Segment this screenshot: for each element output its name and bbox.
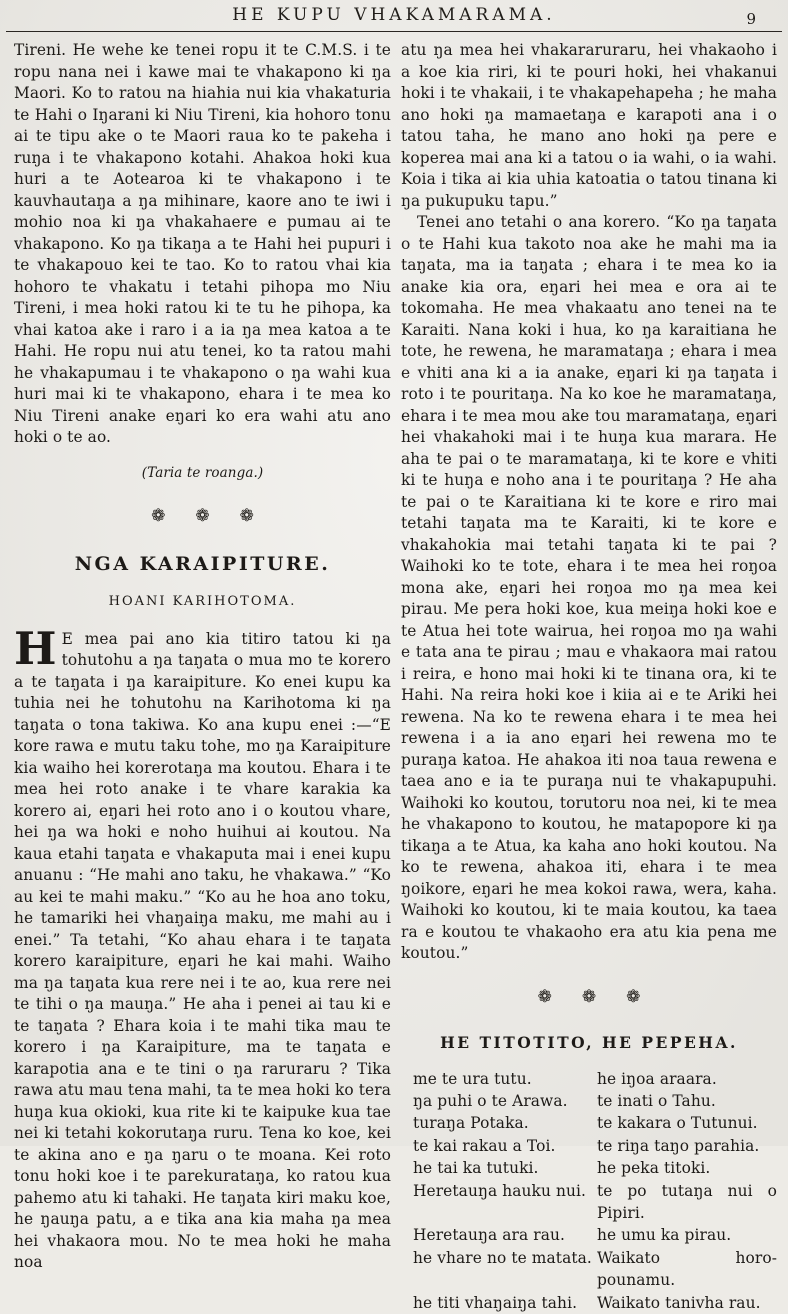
pepeha-cell: Waikato horo-pounamu. (596, 1248, 777, 1290)
continued-note: (Taria te roanga.) (141, 464, 264, 481)
pepeha-row (413, 1090, 777, 1112)
right-paragraph-1: atu ŋa mea hei vhakararuraru, hei vhakaoho i a koe kia riri, ki te pouri hoki, hei vhakanui hoki i te vhakaii, i te vhakapehapeha ; he maha ano hoki ŋa mamaetaŋa e karapoti ana i o tatou taha, he mano ano hoki ŋa pere e koperea mai ana ki a tatou o ia wahi, o ia wahi. Koia i tika ai kia uhia katoatia o tatou tinana ki ŋa pukupuku tapu.” (401, 41, 777, 210)
pepeha-cell: he iŋoa araara. (596, 1069, 717, 1088)
left-column (14, 40, 391, 1274)
rosette-ornament-row: ❁❁❁ (151, 506, 284, 526)
pepeha-row (413, 1157, 777, 1179)
pepeha-cell: he tai ka tutuki. (413, 1159, 539, 1178)
left-paragraph-1: Tireni. He wehe ke tenei ropu it te C.M.S. i te ropu nana nei i kawe mai te vhakapono ki ŋa Maori. Ko to ratou na hiahia nui kia vhakaturia te Hahi o Iŋarani ki Niu Tireni, kia hohoro tonu ai te tipu ake o te Maori raua ko te pakeha i ruŋa i te vhakapono kotahi. Ahakoa hoki kua huri a te Aotearoa ki te vhakapono i te kauvhautaŋa a ŋa mihinare, kaore ano te iwi i mohio noa ki ŋa vhakahaere e pumau ai te vhakapono. Ko ŋa tikaŋa a te Hahi hei pupuri i te vhakapouo kei te tao. Ko to ratou vhai kia hohoro te vhakatu i tetahi pihopa mo Niu Tireni, i mea hoki ratou ki te tu he pihopa, ka vhai katoa ake i raro i a ia ŋa mea katoa a te Hahi. He ropu nui atu tenei, ko ta ratou mahi he vhakapumau i te vhakapono o ŋa wahi kua huri mai ki te vhakapono, ehara i te mea ko Niu Tireni anake eŋari ko era wahi atu ano hoki o te ao. (14, 41, 391, 446)
pepeha-cell: me te ura tutu. (413, 1069, 532, 1088)
newspaper-title: HE KUPU VHAKAMARAMA. (232, 5, 556, 25)
pepeha-cell: ŋa puhi o te Arawa. (413, 1091, 568, 1110)
left-paragraph-2-text: E mea pai ano kia titiro tatou ki ŋa tohutohu a ŋa taŋata o mua mo te korero a te taŋata i ŋa karaipiture. Ko enei kupu ka tuhia nei he tohutohu na Karihotoma ki ŋa taŋata o tona takiwa. Ko ana kupu enei :—“E kore rawa e mutu taku tohe, mo ŋa Karaipiture kia waiho hei korerotaŋa ma koutou. Ehara i te mea hei roto anake i te vhare karakia ka korero ai, eŋari hei roto ano i o koutou vhare, hei ŋa wa hoki e noho huihui ai koutou. Na kaua etahi taŋata e vhakaputa mai i enei kupu anuanu : “He mahi ano taku, he vhakawa.” “Ko au kei te mahi maku.” “Ko au he hoa ano toku, he tamariki hei vhaŋaiŋa maku, me mahi au i enei.” Ta tetahi, “Ko ahau ehara i te taŋata korero karaipiture, eŋari he kai mahi. Waiho ma ŋa taŋata kua rere nei i te ao, kua rere nei te tihi o ŋa mauŋa.” He aha i penei ai tau ki e te taŋata ? Ehara koia i te mahi tika mau te korero i ŋa Karaipiture, ma te taŋata e karapotia ana e te tini o ŋa raruraru ? Tika rawa atu mau tena mahi, ta te mea hoki ko tera huŋa kua okioki, kua rite ki te kaipuke kua tae nei ki tetahi kokorutaŋa ruru. Tena ko koe, kei te akina ano e ŋa ŋaru o te moana. Kei roto tonu hoki koe i te parekurataŋa, ko ratou kua pahemo atu ki tahaki. He taŋata kiri maku koe, he ŋauŋa patu, a e tika ana kia maha ŋa mea hei vhakaora mou. No te mea hoki he maha noa (14, 629, 391, 1271)
left-paragraph-2 (14, 621, 391, 1274)
pepeha-cell: he titi vhaŋaiŋa tahi. (413, 1293, 578, 1312)
pepeha-cell: Waikato tanivha rau. (596, 1293, 761, 1312)
page-number: 9 (746, 10, 756, 28)
rosette-ornament-row: ❁❁❁ (537, 986, 671, 1007)
pepeha-list (413, 1068, 777, 1314)
pepeha-cell: he vhare no te matata. (413, 1248, 592, 1267)
pepeha-row (413, 1292, 777, 1314)
section-title: HE TITOTITO, HE PEPEHA. (440, 1033, 738, 1052)
pepeha-cell: te inati o Tahu. (596, 1091, 716, 1110)
drop-cap-initial: H (14, 621, 57, 675)
pepeha-cell: te riŋa taŋo parahia. (596, 1136, 760, 1155)
pepeha-row (413, 1112, 777, 1134)
pepeha-cell: Heretauŋa hauku nui. (413, 1181, 587, 1200)
pepeha-cell: te po tutaŋa nui o Pipiri. (596, 1181, 777, 1222)
pepeha-row (413, 1247, 777, 1292)
pepeha-cell: te kakara o Tutunui. (596, 1114, 758, 1133)
pepeha-cell: turaŋa Potaka. (413, 1114, 529, 1133)
header-rule (6, 31, 782, 32)
masthead (0, 2, 788, 28)
right-column (401, 40, 777, 1314)
article-byline: HOANI KARIHOTOMA. (108, 594, 297, 609)
pepeha-cell: he peka titoki. (596, 1159, 711, 1178)
pepeha-row (413, 1180, 777, 1225)
pepeha-cell: he umu ka pirau. (596, 1226, 732, 1245)
article-title: NGA KARAIPITURE. (74, 552, 331, 575)
pepeha-cell: Heretauŋa ara rau. (413, 1226, 565, 1245)
pepeha-row (413, 1224, 777, 1246)
pepeha-cell: te kai rakau a Toi. (413, 1136, 556, 1155)
pepeha-row (413, 1068, 777, 1090)
right-paragraph-2: Tenei ano tetahi o ana korero. “Ko ŋa taŋata o te Hahi kua takoto noa ake he mahi ma ia taŋata, ma ia taŋata ; ehara i te mea ko ia anake kia ora, eŋari hei mea e ora ai te tokomaha. He mea vhakaatu ano tenei na te Karaiti. Nana koki i hua, ko ŋa karaitiana he tote, he rewena, he maramataŋa ; ehara i mea e vhiti ana ki a ia anake, eŋari ki ŋa taŋata i roto i te pouritaŋa. Na ko koe he maramataŋa, ehara i te mea mou ake tou maramataŋa, eŋari hei vhakahoki mai i te huŋa kua marara. He aha te pai o te maramataŋa, ki te kore e vhiti ki te huŋa e noho ana i te pouritaŋa ? He aha te pai o te Karaitiana ki te kore e riro mai tetahi taŋata ma te Karaiti, ki te kore e vhakahokia mai tetahi taŋata ki te pai ? Waihoki ko te tote, ehara i te mea hei roŋoa mona ake, eŋari hei roŋoa mo ŋa mea kei pirau. Me pera hoki koe, kua meiŋa hoki koe e te Atua hei tote wairua, hei roŋoa mo ŋa wahi e tata ana te pirau ; mau e vhakaora mai ratou i reira, e hono mai hoki ki te tinana ora, ki te Hahi. Na reira hoki koe i kiia ai e te Ariki hei rewena. Na ko te rewena ehara i te mea hei rewena i a ia ano eŋari hei rewena mo te puraŋa katoa. He ahakoa iti noa taua rewena e taea ano e ia te puraŋa nui te vhakapupuhi. Waihoki ko koutou, torutoru noa nei, ki te mea he vhakapono to koutou, he matapopore ki ŋa tikaŋa a te Atua, ka kaha ano hoki koutou. Na ko te rewena, ahakoa iti, ehara i te mea ŋoikore, eŋari he mea kokoi rawa, wera, kaha. Waihoki ko koutou, ki te maia koutou, ka taea ra e koutou te vhakaoho era atu kia pena me koutou.” (401, 213, 777, 962)
